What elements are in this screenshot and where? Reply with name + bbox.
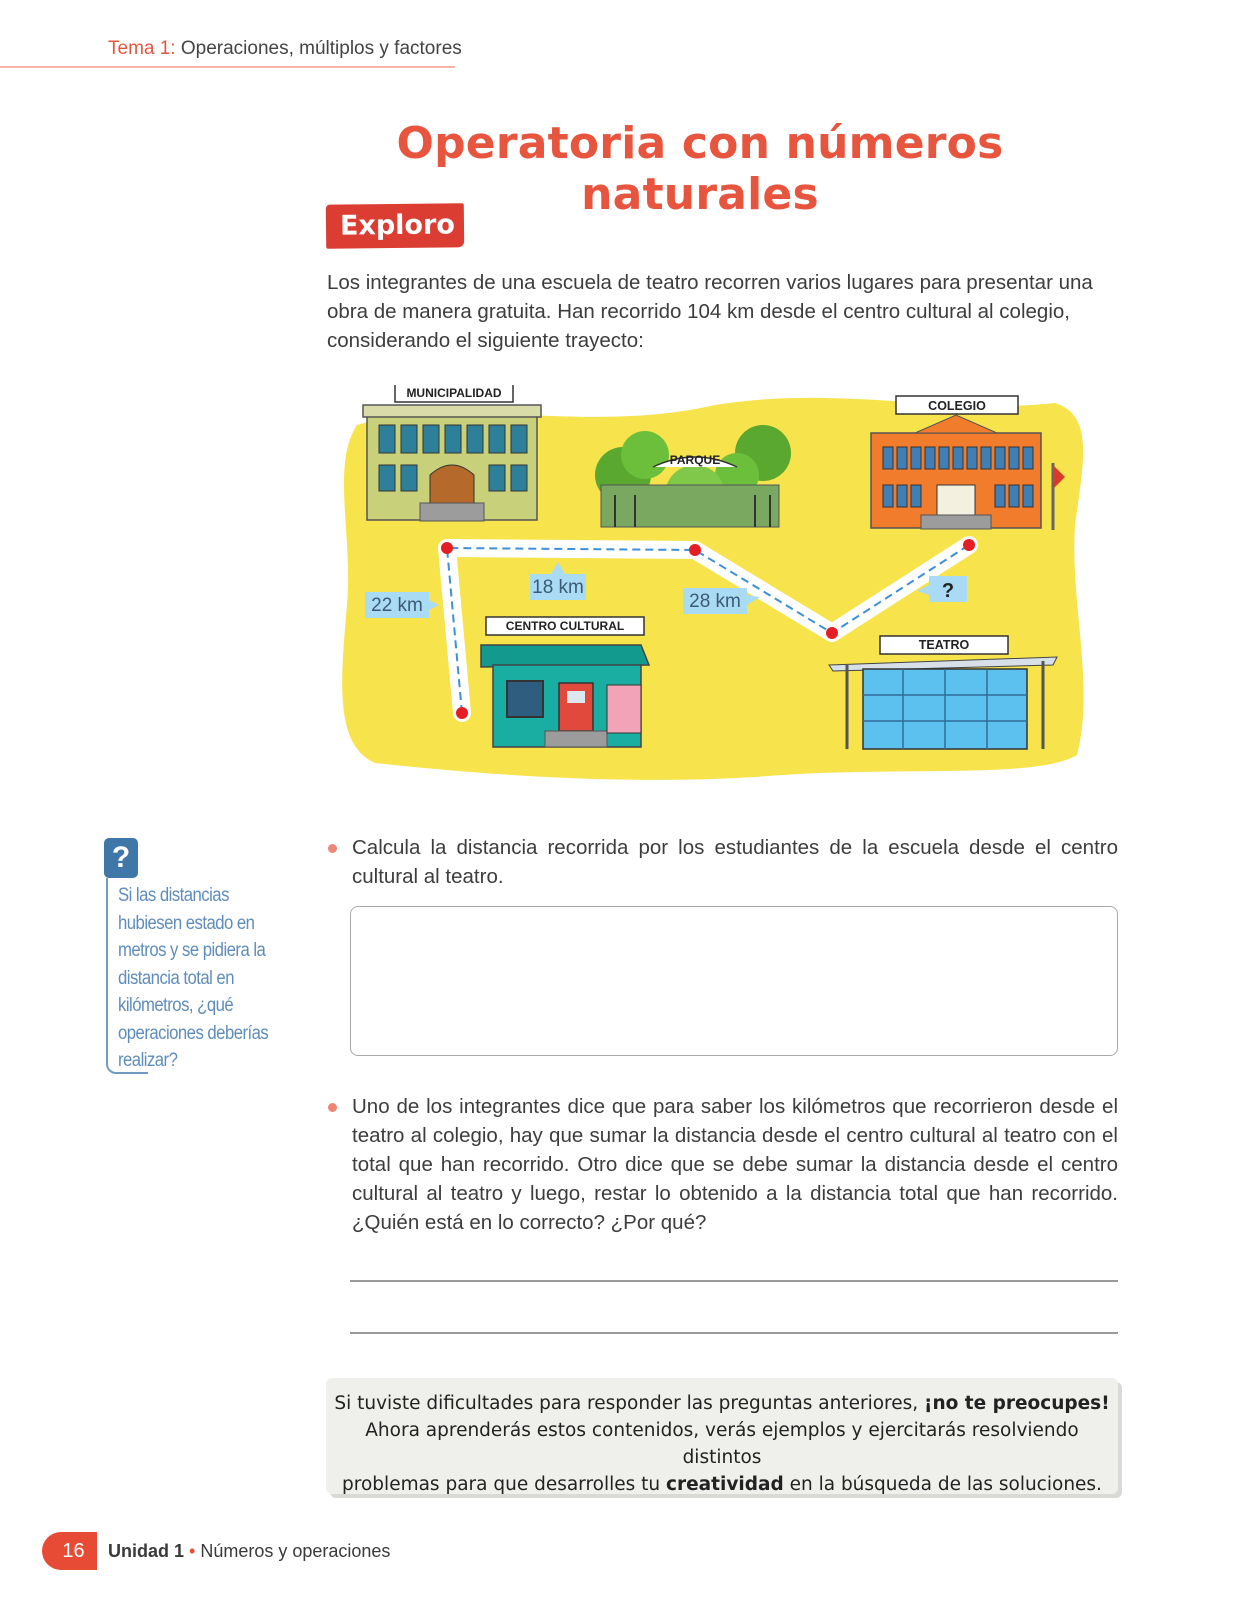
section-tag: Exploro xyxy=(326,203,464,248)
bullet-dot xyxy=(328,1103,337,1112)
sidebar-text: Si las distancias hubiesen estado en metros y se pidiera la distancia total en kilómetros, ¿qué operaciones deberías realizar? xyxy=(118,885,269,1071)
teatro-label: TEATRO xyxy=(918,638,970,652)
note-line-1: Si tuviste dificultades para responder las preguntas anteriores, ¡no te preocupes! xyxy=(334,1393,1110,1414)
route-map xyxy=(335,385,1110,795)
parque-label: PARQUE xyxy=(669,453,721,467)
topic-header xyxy=(108,38,462,60)
centro-cultural-label: CENTRO CULTURAL xyxy=(505,619,625,633)
svg-text:?: ? xyxy=(941,580,955,602)
topic-title: Operaciones, múltiplos y factores xyxy=(175,38,462,59)
municipalidad-building xyxy=(363,385,541,521)
intro-paragraph: Los integrantes de una escuela de teatro recorren varios lugares para presentar una obra de manera gratuita. Han recorrido 104 km desde el centro cultural al colegio, considerando el siguiente trayecto: xyxy=(327,271,1093,352)
question-1-text: Calcula la distancia recorrida por los estudiantes de la escuela desde el centro cultural al teatro. xyxy=(352,836,1118,888)
page-title: Operatoria con números naturales xyxy=(396,118,1004,220)
bullet-dot xyxy=(328,844,337,853)
encouragement-note xyxy=(326,1378,1118,1494)
colegio-label: COLEGIO xyxy=(928,399,986,413)
answer-box[interactable] xyxy=(350,906,1118,1056)
question-2-text: Uno de los integrantes dice que para saber los kilómetros que recorrieron desde el teatro al colegio, hay que sumar la distancia desde el centro cultural al teatro con el total que han recorrido. Otro dice que se debe sumar la distancia desde el centro cultural al teatro y luego, restar lo obtenido a la distancia total que han recorrido. ¿Quién está en lo correcto? ¿Por qué? xyxy=(352,1095,1118,1234)
question-icon: ? xyxy=(104,838,138,878)
note-line-2: Ahora aprenderás estos contenidos, verás ejemplos y ejercitarás resolviendo distintos xyxy=(365,1420,1079,1468)
page-number: 16 xyxy=(42,1532,97,1570)
footer-unit: Unidad 1 • Números y operaciones xyxy=(108,1541,391,1561)
svg-text:28 km: 28 km xyxy=(689,591,741,612)
distance-label-22 xyxy=(365,592,439,618)
topic-label: Tema 1: xyxy=(108,38,176,59)
question-2 xyxy=(352,1092,1118,1237)
note-line-3: problemas para que desarrolles tu creatividad en la búsqueda de las soluciones. xyxy=(342,1474,1102,1495)
header-divider xyxy=(0,66,455,68)
question-1 xyxy=(352,833,1118,891)
answer-line-1[interactable] xyxy=(350,1280,1118,1282)
municipalidad-label: MUNICIPALIDAD xyxy=(406,386,502,400)
answer-line-2[interactable] xyxy=(350,1332,1118,1334)
svg-text:18 km: 18 km xyxy=(532,577,584,598)
svg-text:22 km: 22 km xyxy=(371,595,423,616)
